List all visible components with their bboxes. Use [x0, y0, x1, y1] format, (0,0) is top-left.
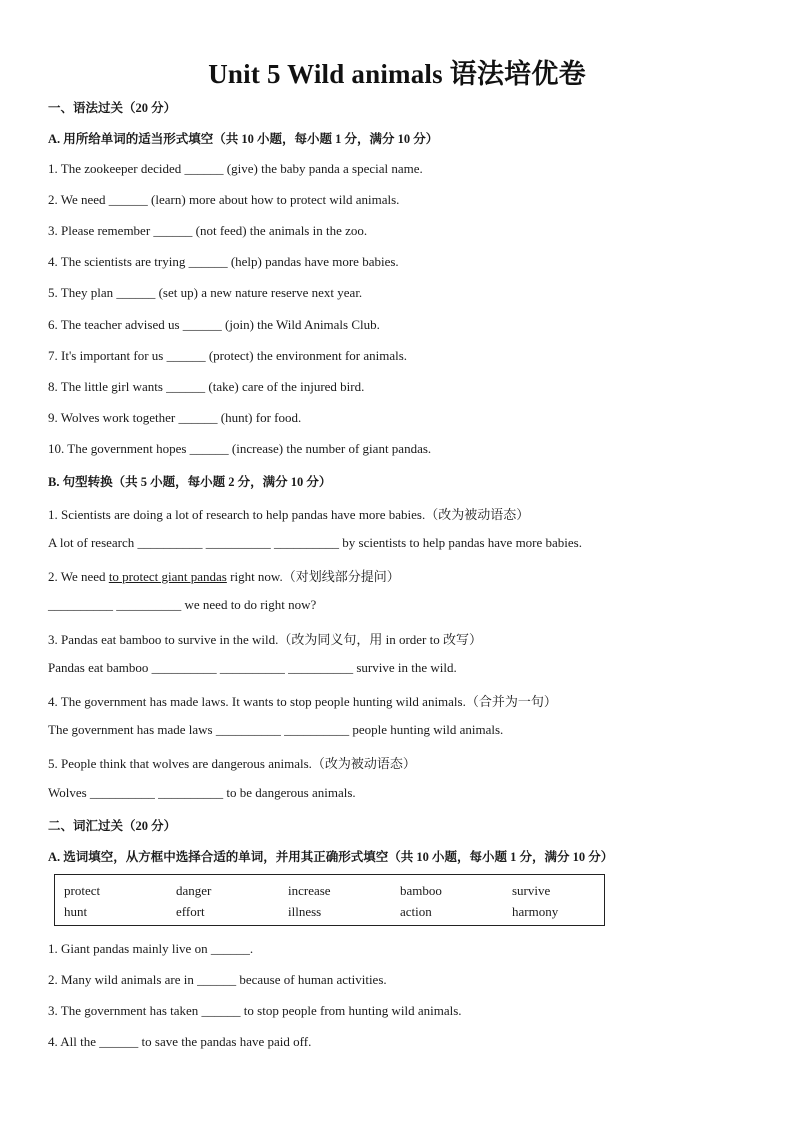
transform-question: 5. People think that wolves are dangerous animals.（改为被动语态）	[48, 756, 416, 771]
vocab-question-line: 4. All the ______ to save the pandas have paid off.	[48, 1034, 312, 1049]
word-bank-word: danger	[176, 883, 212, 898]
transform-question	[48, 566, 400, 585]
question-line: 2. We need ______ (learn) more about how to protect wild animals.	[48, 192, 400, 207]
word-bank-word: effort	[176, 904, 205, 919]
word-bank-word: harmony	[512, 904, 559, 919]
transform-question: 1. Scientists are doing a lot of research to help pandas have more babies.（改为被动语态）	[48, 507, 530, 522]
word-bank-word: protect	[64, 883, 101, 898]
transform-answer: Wolves __________ __________ to be dangerous animals.	[48, 785, 356, 800]
question-line: 6. The teacher advised us ______ (join) the Wild Animals Club.	[48, 317, 380, 332]
section-b-heading: B. 句型转换（共 5 小题，每小题 2 分，满分 10 分）	[48, 475, 332, 489]
word-bank-word: action	[400, 904, 432, 919]
transform-answer: A lot of research __________ __________ __________ by scientists to help pandas have more babies.	[48, 535, 582, 550]
word-bank-word: hunt	[64, 904, 88, 919]
vocab-question-line: 3. The government has taken ______ to stop people from hunting wild animals.	[48, 1003, 462, 1018]
vocab-question-line: 1. Giant pandas mainly live on ______.	[48, 941, 254, 956]
word-bank-word: survive	[512, 883, 551, 898]
vocab-question-line: 2. Many wild animals are in ______ because of human activities.	[48, 972, 387, 987]
transform-answer: The government has made laws __________ __________ people hunting wild animals.	[48, 722, 504, 737]
vocab-section-a-heading: A. 选词填空，从方框中选择合适的单词，并用其正确形式填空（共 10 小题，每小题 1 分，满分 10 分）	[48, 850, 614, 864]
question-line: 8. The little girl wants ______ (take) care of the injured bird.	[48, 379, 365, 394]
question-line: 9. Wolves work together ______ (hunt) for food.	[48, 410, 302, 425]
word-bank-word: increase	[288, 883, 331, 898]
transform-answer: Pandas eat bamboo __________ __________ __________ survive in the wild.	[48, 660, 457, 675]
word-bank-box	[54, 874, 605, 926]
page-title: Unit 5 Wild animals 语法培优卷	[208, 59, 586, 89]
question-line: 1. The zookeeper decided ______ (give) the baby panda a special name.	[48, 161, 423, 176]
transform-answer: __________ __________ we need to do right now?	[48, 597, 317, 612]
transform-question: 4. The government has made laws. It wants to stop people hunting wild animals.（合并为一句）	[48, 694, 557, 709]
transform-question: 3. Pandas eat bamboo to survive in the wild.（改为同义句，用 in order to 改写）	[48, 632, 483, 647]
part2-heading: 二、词汇过关（20 分）	[48, 819, 177, 833]
word-bank-word: bamboo	[400, 883, 442, 898]
section-a-heading: A. 用所给单词的适当形式填空（共 10 小题，每小题 1 分，满分 10 分）	[48, 132, 439, 146]
underlined-phrase: to protect giant pandas	[108, 569, 227, 584]
question-line: 4. The scientists are trying ______ (help) pandas have more babies.	[48, 254, 399, 269]
question-prefix: 2. We need	[48, 569, 109, 584]
question-line: 3. Please remember ______ (not feed) the animals in the zoo.	[48, 223, 368, 238]
word-bank-word: illness	[288, 904, 322, 919]
question-line: 10. The government hopes ______ (increase) the number of giant pandas.	[48, 441, 432, 456]
question-line: 5. They plan ______ (set up) a new nature reserve next year.	[48, 285, 363, 300]
question-suffix: right now.（对划线部分提问）	[226, 569, 400, 584]
part1-heading: 一、语法过关（20 分）	[48, 101, 177, 115]
question-line: 7. It's important for us ______ (protect) the environment for animals.	[48, 348, 408, 363]
